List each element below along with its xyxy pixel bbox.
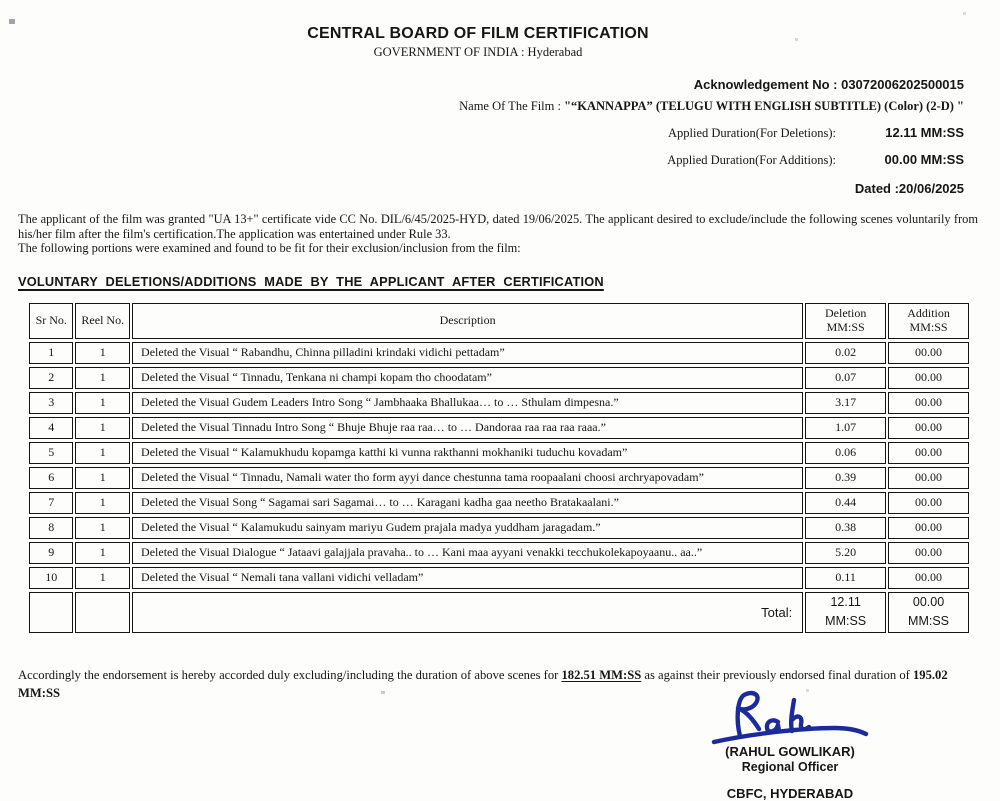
scan-speck [963,12,966,15]
cell-desc: Deleted the Visual Song “ Sagamai sari Sagamai… to … Karagani kadha gaa neetho Bratakaalani.” [132,492,803,514]
cell-del: 1.07 [805,417,886,439]
cell-add: 00.00 [888,567,969,589]
cell-reel: 1 [75,517,130,539]
cell-sr: 2 [29,367,73,389]
cell-add: 00.00 [888,367,969,389]
cell-add: 00.00 [888,467,969,489]
cell-add: 00.00 [888,542,969,564]
cell-reel: 1 [75,542,130,564]
cell-sr: 5 [29,442,73,464]
header-deletion [805,303,886,339]
table-row [29,367,969,389]
table-row [29,567,969,589]
total-deletion-unit: MM:SS [825,614,867,629]
cell-add: 00.00 [888,442,969,464]
cell-reel: 1 [75,567,130,589]
table-row [29,542,969,564]
org-subtitle: GOVERNMENT OF INDIA : Hyderabad [373,45,583,59]
scan-speck [795,38,798,41]
dated-line: Dated :20/06/2025 [854,181,964,196]
deletion-duration-label: Applied Duration(For Deletions): [667,126,836,140]
cell-desc: Deleted the Visual “ Kalamukhudu kopamga katthi ki vunna rakthanni mokhaniki tuduchu kovadam” [132,442,803,464]
cell-desc: Deleted the Visual Dialogue “ Jataavi galajjala pravaha.. to … Kani maa ayyani venakki tecchukolekapoyaanu.. aa..” [132,542,803,564]
table-row [29,392,969,414]
addition-duration-value: 00.00 MM:SS [884,152,964,167]
film-name-line [18,99,964,114]
cell-del: 0.02 [805,342,886,364]
cell-del: 5.20 [805,542,886,564]
table-row [29,467,969,489]
cell-reel: 1 [75,367,130,389]
signatory-org: CBFC, HYDERABAD [726,786,854,801]
closing-mid: as against their previously endorsed final duration of [641,667,913,682]
header-deletion-unit: MM:SS [826,319,865,334]
header-reel-no: Reel No. [75,303,130,339]
cell-del: 0.38 [805,517,886,539]
cell-desc: Deleted the Visual “ Nemali tana vallani vidichi velladam” [132,567,803,589]
cell-reel: 1 [75,342,130,364]
cell-del: 0.44 [805,492,886,514]
signature-block [670,688,910,801]
table-total-row [29,592,969,633]
cell-add: 00.00 [888,392,969,414]
cell-desc: Deleted the Visual “ Rabandhu, Chinna pilladini krindaki vidichi pettadam” [132,342,803,364]
intro-paragraph: The applicant of the film was granted "UA 13+" certificate vide CC No. DIL/6/45/2025-HYD, dated 19/06/2025. The applicant desired to exclude/include the following scenes voluntarily from his/her film after the film's certification.The application was entertained under Rule 33. [18,212,978,241]
cell-add: 00.00 [888,492,969,514]
cell-sr: 1 [29,342,73,364]
cell-reel: 1 [75,442,130,464]
cell-reel: 1 [75,492,130,514]
applied-duration-additions [18,152,964,168]
cell-desc: Deleted the Visual “ Tinnadu, Namali water tho form ayyi dance chestunna tama roopaalani choosi archryapovadam” [132,467,803,489]
cell-del: 3.17 [805,392,886,414]
deletions-table-head [29,303,969,339]
signature-ink-icon [706,688,874,750]
total-addition-number: 00.00 [912,594,945,609]
cell-sr: 3 [29,392,73,414]
cell-sr: 9 [29,542,73,564]
table-row [29,442,969,464]
total-empty-reel [75,592,130,633]
closing-final-duration: 195.02 MM:SS [18,667,948,700]
header-deletion-word: Deletion [825,306,867,321]
deletions-table-body [29,342,969,589]
table-row [29,517,969,539]
cell-del: 0.11 [805,567,886,589]
cell-reel: 1 [75,417,130,439]
cell-add: 00.00 [888,417,969,439]
header-sr-no: Sr No. [29,303,73,339]
cell-del: 0.39 [805,467,886,489]
intro-paragraph-2: The following portions were examined and found to be fit for their exclusion/inclusion from the film: [18,241,521,256]
org-title: CENTRAL BOARD OF FILM CERTIFICATION [307,25,649,42]
closing-pre: Accordingly the endorsement is hereby accorded duly excluding/including the duration of above scenes for [18,667,562,682]
cell-desc: Deleted the Visual “ Kalamukudu sainyam mariyu Gudem prajala madya yuddham jaragadam.” [132,517,803,539]
cell-reel: 1 [75,392,130,414]
film-name-value: "“KANNAPPA” (TELUGU WITH ENGLISH SUBTITLE) (Color) (2-D) " [564,99,964,113]
cell-sr: 4 [29,417,73,439]
cell-sr: 10 [29,567,73,589]
table-row [29,417,969,439]
signatory-name: (RAHUL GOWLIKAR) [725,744,855,760]
header-addition-word: Addition [907,306,950,321]
header-description: Description [132,303,803,339]
cell-sr: 6 [29,467,73,489]
total-deletion-number: 12.11 [830,594,861,609]
scan-speck [9,19,15,24]
cell-del: 0.07 [805,367,886,389]
cell-sr: 8 [29,517,73,539]
deletions-table-total [29,592,969,633]
deletions-table [27,300,971,636]
section-heading: VOLUNTARY DELETIONS/ADDITIONS MADE BY THE APPLICANT AFTER CERTIFICATION [18,273,604,289]
cell-del: 0.06 [805,442,886,464]
table-row [29,492,969,514]
total-addition-value [888,592,969,633]
table-row [29,342,969,364]
deletion-duration-value: 12.11 MM:SS [885,125,964,140]
signatory-title: Regional Officer [741,760,839,775]
applied-duration-deletions [18,125,964,141]
cell-reel: 1 [75,467,130,489]
film-name-label: Name Of The Film : [459,99,565,113]
addition-duration-label: Applied Duration(For Additions): [667,153,836,167]
meta-block [18,77,978,196]
document-header [18,25,938,60]
acknowledgement-number: Acknowledgement No : 03072006202500015 [693,77,964,92]
scan-speck [381,691,385,694]
total-label: Total: [132,592,803,633]
table-header-row [29,303,969,339]
header-addition-unit: MM:SS [909,319,948,334]
cell-sr: 7 [29,492,73,514]
closing-duration: 182.51 MM:SS [561,667,642,682]
total-deletion-value [805,592,886,633]
header-addition [888,303,969,339]
cell-desc: Deleted the Visual Tinnadu Intro Song “ Bhuje Bhuje raa raa… to … Dandoraa raa raa raa raaa.” [132,417,803,439]
cell-desc: Deleted the Visual Gudem Leaders Intro Song “ Jambhaaka Bhallukaa… to … Sthulam dimpesna.” [132,392,803,414]
total-addition-unit: MM:SS [908,614,950,629]
cell-desc: Deleted the Visual “ Tinnadu, Tenkana ni champi kopam tho choodatam” [132,367,803,389]
total-empty-sr [29,592,73,633]
cell-add: 00.00 [888,517,969,539]
cell-add: 00.00 [888,342,969,364]
